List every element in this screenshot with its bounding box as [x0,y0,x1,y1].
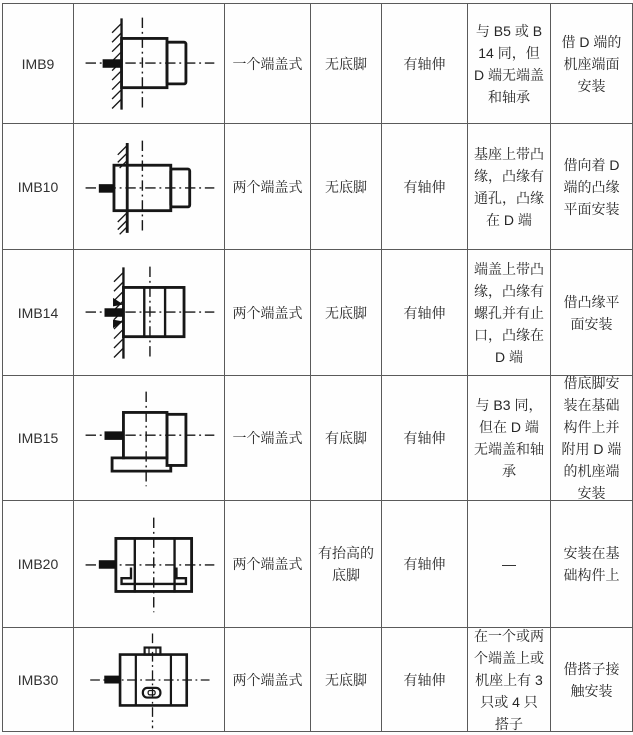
model-cell: IMB15 [3,376,73,500]
shaft-cell: 有轴伸 [382,124,467,249]
end-cover-cell: 两个端盖式 [225,628,310,731]
shaft-cell: 有轴伸 [382,376,467,500]
feet-cell: 无底脚 [311,250,381,375]
model-cell: IMB20 [3,501,73,627]
diagram-cell [74,4,224,123]
imb10-mounting-diagram [78,133,220,241]
mounting-cell: 借 D 端的机座端面安装 [551,4,632,123]
feet-cell: 有底脚 [311,376,381,500]
features-cell: 端盖上带凸缘，凸缘有螺孔并有止口，凸缘在 D 端 [468,250,550,375]
diagram-cell [74,501,224,627]
feet-cell: 无底脚 [311,628,381,731]
mounting-cell: 借底脚安装在基础构件上并附用 D 端的机座端安装 [551,376,632,500]
imb15-mounting-diagram [78,384,220,492]
diagram-cell [74,376,224,500]
mounting-cell: 借向着 D 端的凸缘平面安装 [551,124,632,249]
features-cell: 基座上带凸缘，凸缘有通孔，凸缘在 D 端 [468,124,550,249]
shaft-cell: 有轴伸 [382,501,467,627]
end-cover-cell: 两个端盖式 [225,124,310,249]
feet-cell: 无底脚 [311,124,381,249]
features-cell: 与 B3 同，但在 D 端无端盖和轴承 [468,376,550,500]
feet-cell: 无底脚 [311,4,381,123]
mounting-cell: 借凸缘平面安装 [551,250,632,375]
end-cover-cell: 一个端盖式 [225,4,310,123]
diagram-cell [74,628,224,731]
model-cell: IMB14 [3,250,73,375]
motor-mounting-table [2,3,633,732]
imb9-mounting-diagram [78,10,220,118]
imb20-mounting-diagram [78,510,220,618]
imb14-mounting-diagram [78,259,220,367]
diagram-cell [74,124,224,249]
features-cell: 与 B5 或 B14 同，但 D 端无端盖和轴承 [468,4,550,123]
feet-cell: 有抬高的底脚 [311,501,381,627]
shaft-cell: 有轴伸 [382,628,467,731]
mounting-cell: 安装在基础构件上 [551,501,632,627]
end-cover-cell: 两个端盖式 [225,250,310,375]
shaft-cell: 有轴伸 [382,4,467,123]
model-cell: IMB9 [3,4,73,123]
features-cell: 在一个或两个端盖上或机座上有 3 只或 4 只搭子 [468,628,550,731]
imb30-mounting-diagram [78,630,220,730]
mounting-cell: 借搭子接触安装 [551,628,632,731]
diagram-cell [74,250,224,375]
features-cell: — [468,501,550,627]
model-cell: IMB10 [3,124,73,249]
shaft-cell: 有轴伸 [382,250,467,375]
end-cover-cell: 两个端盖式 [225,501,310,627]
model-cell: IMB30 [3,628,73,731]
end-cover-cell: 一个端盖式 [225,376,310,500]
